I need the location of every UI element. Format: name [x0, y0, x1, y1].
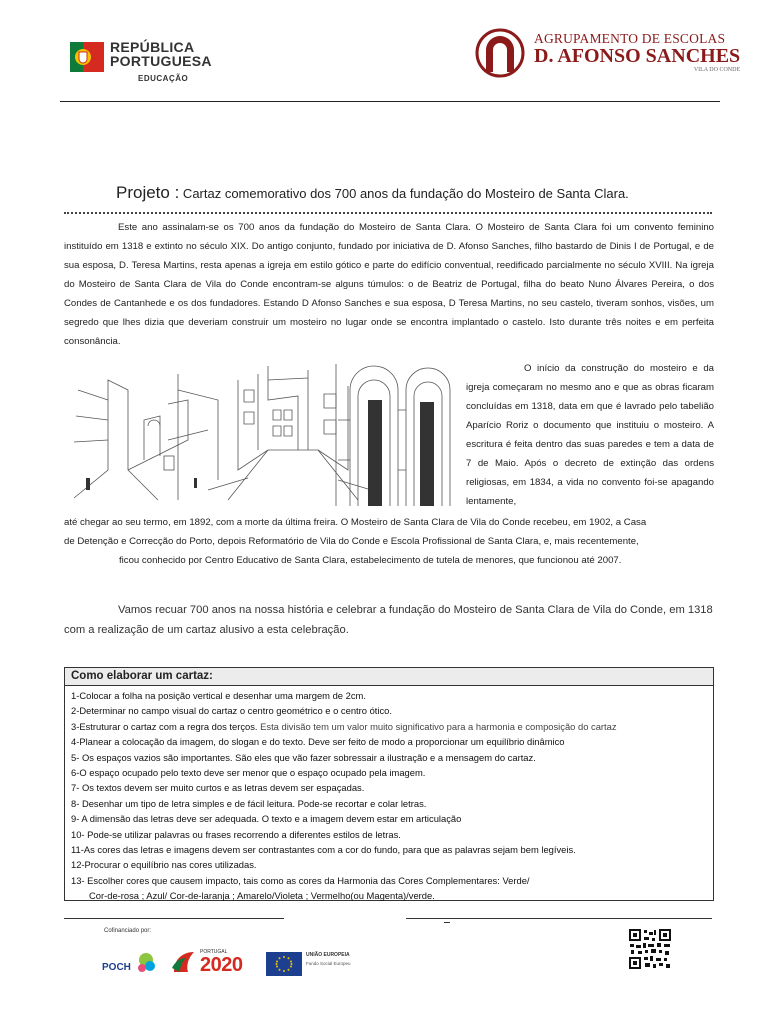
list-item-continuation: Cor-de-rosa ; Azul/ Cor-de-laranja ; Amarelo/Violeta ; Vermelho(ou Magenta)/verde.: [89, 890, 435, 902]
republica-line1: REPÚBLICA: [110, 39, 195, 55]
portugal-2020-mark-icon: [170, 948, 198, 976]
intro-paragraph: Este ano assinalam-se os 700 anos da fundação do Mosteiro de Santa Clara. O Mosteiro de Santa Clara foi um convento feminino instituído em 1318 e extinto no século XIX. Do antigo conjunto, fundado por iniciativa de D. Afonso Sanches, filho bastardo de Dinis I de Portugal, e de sua esposa, D. Teresa Martins, resta apenas a igreja em estilo gótico e parte do edifício conventual, reedificado parcialmente no século XVIII. Na igreja do Mosteiro de Santa Clara de Vila do Conde encontram-se alguns túmulos: o de Beatriz de Portugal, filha do beato Nuno Álvares Pereira, o dos Condes de Cantanhede e os dos fundadores. Estando D Afonso Sanches e sua esposa, D Teresa Martins, no seu castelo, tiveram sonhos, visões, um segredo que lhes dizia que deveriam construir um mosteiro no lugar onde se encontra implantado o castelo. Isto durante três noites e em perfeita consonância.: [64, 222, 714, 347]
title-text: Cartaz comemorativo dos 700 anos da fundação do Mosteiro de Santa Clara.: [179, 186, 629, 201]
portugal-2020-logo: [170, 948, 243, 976]
list-item: 6-O espaço ocupado pelo texto deve ser menor que o espaço ocupado pela imagem.: [71, 767, 426, 779]
pt2020-label: 2020: [200, 954, 243, 976]
header-divider: [60, 101, 720, 102]
eu-label: UNIÃO EUROPEIA: [306, 952, 350, 958]
eu-fund-label: Fundo Social Europeu: [306, 961, 351, 966]
title-label: Projeto :: [116, 183, 180, 202]
list-item: 12-Procurar o equilíbrio nas cores utilizadas.: [71, 859, 257, 871]
school-arch-icon: [472, 28, 528, 78]
page-header: [0, 0, 768, 102]
history-line: até chegar ao seu termo, em 1892, com a morte da última freira. O Mosteiro de Santa Clara de Vila do Conde recebeu, em 1902, a Casa: [64, 517, 647, 528]
dotted-divider: [64, 212, 712, 214]
poch-logo-icon: [102, 950, 158, 976]
qr-code-icon: [628, 928, 672, 970]
poch-label: POCH: [102, 962, 131, 973]
history-side-paragraph: O início da construção do mosteiro e da igreja começaram no mesmo ano e que as obras ficaram concluídas em 1318, data em que é lavrado pelo tabelião Aparício Roriz o documento que instituiu o mosteiro. A escritura é feita dentro das suas paredes e tem a data de 7 de Maio. Após o decreto de extinção das ordens religiosas, em 1834, a vida no convento foi-se apagando lentamente,: [466, 363, 714, 507]
poster-instructions-box: [64, 667, 714, 901]
list-item: 2-Determinar no campo visual do cartaz o centro geométrico e o centro ótico.: [71, 705, 392, 717]
school-logo: [472, 28, 740, 78]
footer-divider-right: [406, 918, 712, 919]
footer-dash: [444, 922, 450, 923]
list-item: 7- Os textos devem ser muito curtos e as letras devem ser espaçadas.: [71, 782, 365, 794]
cofinanciado-label: Cofinanciado por:: [104, 928, 152, 934]
republica-education-label: EDUCAÇÃO: [138, 74, 189, 83]
republica-portuguesa-logo: [70, 40, 212, 83]
school-line3: VILA DO CONDE: [693, 67, 741, 73]
instructions-title: Como elaborar um cartaz:: [65, 668, 713, 686]
list-item-extra: Esta divisão tem um valor muito significativo para a harmonia e composição do cartaz: [257, 720, 617, 732]
monastery-sketch-illustration: [68, 360, 460, 508]
list-item: 9- A dimensão das letras deve ser adequada. O texto e a imagem devem estar em articulação: [71, 813, 462, 825]
call-to-action-paragraph: Vamos recuar 700 anos na nossa história e celebrar a fundação do Mosteiro de Santa Clara de Vila do Conde, em 1318 com a realização de um cartaz alusivo a esta celebração.: [64, 604, 713, 636]
school-line2: D. AFONSO SANCHES: [534, 45, 741, 67]
list-item: 1-Colocar a folha na posição vertical e desenhar uma margem de 2cm.: [71, 690, 366, 701]
list-item: 11-As cores das letras e imagens devem ser contrastantes com a cor do fundo, para que as palavras sejam bem legíveis.: [71, 844, 576, 856]
republica-line2: PORTUGUESA: [110, 53, 212, 69]
list-item: 4-Planear a colocação da imagem, do slogan e do texto. Deve ser feito de modo a proporcionar um equilíbrio dinâmico: [71, 736, 565, 748]
eu-logo: [266, 952, 351, 976]
history-line: de Detenção e Correcção do Porto, depois Reformatório de Vila do Conde e Escola Profissional de Santa Clara, e, mais recentemente,: [64, 536, 639, 547]
list-item: 13- Escolher cores que causem impacto, tais como as cores da Harmonia das Cores Complementares: Verde/: [71, 874, 530, 886]
page-title: [116, 183, 629, 203]
school-line1: AGRUPAMENTO DE ESCOLAS: [534, 31, 726, 46]
portugal-emblem-icon: [70, 40, 104, 74]
eu-flag-icon: [266, 952, 302, 976]
instructions-list: [65, 686, 713, 904]
list-item: 8- Desenhar um tipo de letra simples e de fácil leitura. Pode-se recortar e colar letras.: [71, 797, 427, 809]
history-continuation: [64, 513, 714, 570]
footer-divider-left: [64, 918, 284, 919]
list-item-text: 3-Estruturar o cartaz com a regra dos terços.: [71, 720, 258, 732]
portugal-label: PORTUGAL: [200, 949, 228, 955]
list-item: 5- Os espaços vazios são importantes. São eles que vão fazer sobressair a ilustração e a mensagem do cartaz.: [71, 751, 536, 763]
list-item: 10- Pode-se utilizar palavras ou frases recorrendo a diferentes estilos de letras.: [71, 828, 401, 840]
list-item: [71, 719, 707, 734]
history-line: ficou conhecido por Centro Educativo de Santa Clara, estabelecimento de tutela de menores, que funcionou até 2007.: [119, 555, 622, 566]
